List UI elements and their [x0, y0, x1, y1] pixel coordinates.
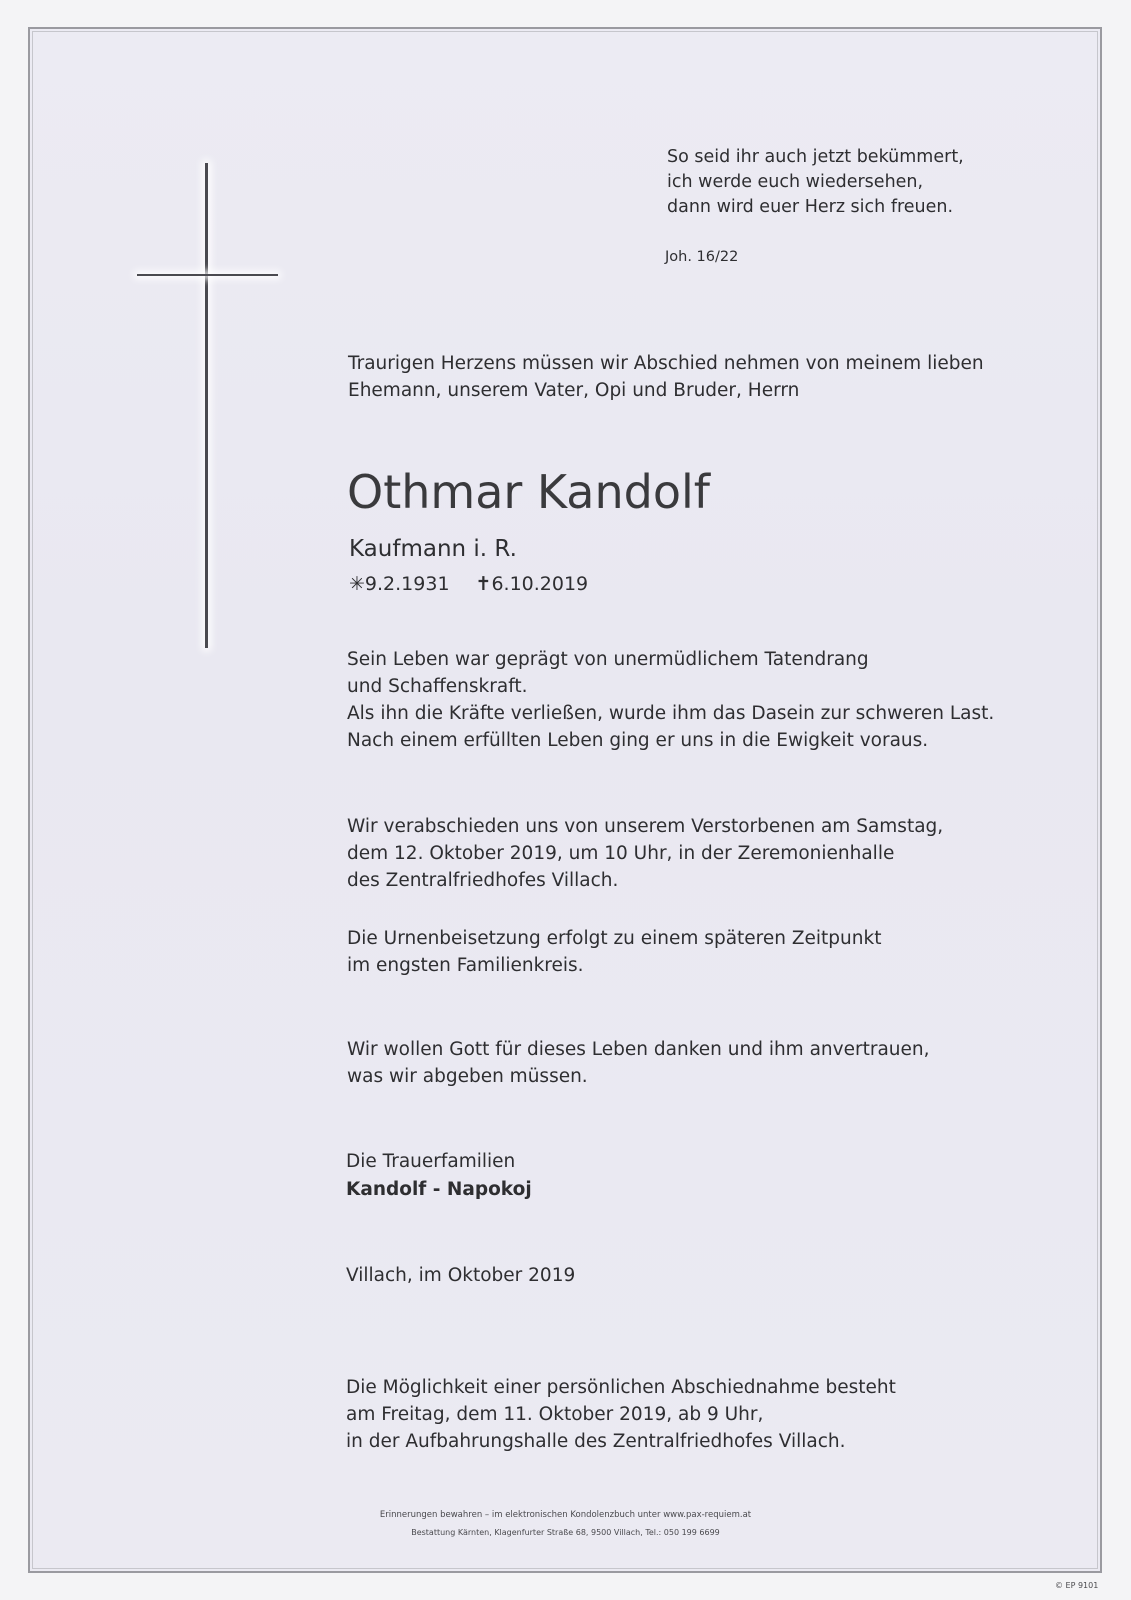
- viewing-line: in der Aufbahrungshalle des Zentralfriedhofes Villach.: [346, 1431, 846, 1452]
- cross-icon-horizontal: [137, 274, 278, 276]
- urn-line: im engsten Familienkreis.: [347, 955, 584, 976]
- life-dates: [349, 571, 588, 597]
- deceased-profession: Kaufmann i. R.: [349, 536, 517, 562]
- footer-funeral-home: Bestattung Kärnten, Klagenfurter Straße 68, 9500 Villach, Tel.: 050 199 6699: [411, 1528, 720, 1537]
- ceremony-line: des Zentralfriedhofes Villach.: [347, 870, 619, 891]
- ceremony-info: [347, 813, 943, 894]
- mourning-families-label: Die Trauerfamilien: [346, 1151, 516, 1172]
- viewing-info: [346, 1374, 896, 1455]
- mourning-families-name: Kandolf - Napokoj: [346, 1179, 532, 1200]
- ceremony-line: dem 12. Oktober 2019, um 10 Uhr, in der Zeremonienhalle: [347, 843, 895, 864]
- footer-condolence-link: Erinnerungen bewahren – im elektronischen Kondolenzbuch unter www.pax-requiem.at: [379, 1510, 752, 1520]
- thanks-text: [347, 1036, 930, 1090]
- document-code: © EP 9101: [1055, 1581, 1099, 1590]
- life-line: Nach einem erfüllten Leben ging er uns in die Ewigkeit voraus.: [347, 730, 929, 751]
- life-line: Sein Leben war geprägt von unermüdlichem Tatendrang: [347, 649, 869, 670]
- intro-text: [348, 350, 984, 404]
- verse-line: ich werde euch wiedersehen,: [667, 172, 924, 192]
- place-date: Villach, im Oktober 2019: [346, 1265, 576, 1286]
- urn-burial-info: [347, 925, 881, 979]
- ceremony-line: Wir verabschieden uns von unserem Verstorbenen am Samstag,: [347, 816, 944, 837]
- death-date: ✝6.10.2019: [475, 573, 589, 595]
- urn-line: Die Urnenbeisetzung erfolgt zu einem späteren Zeitpunkt: [347, 928, 882, 949]
- birth-date: ✳9.2.1931: [349, 573, 450, 595]
- verse-line: So seid ihr auch jetzt bekümmert,: [667, 147, 964, 167]
- thanks-line: Wir wollen Gott für dieses Leben danken und ihm anvertrauen,: [347, 1039, 930, 1060]
- verse-reference: Joh. 16/22: [665, 249, 739, 265]
- intro-line: Traurigen Herzens müssen wir Abschied nehmen von meinem lieben: [348, 353, 984, 374]
- intro-line: Ehemann, unserem Vater, Opi und Bruder, Herrn: [348, 380, 800, 401]
- viewing-line: Die Möglichkeit einer persönlichen Abschiednahme besteht: [346, 1377, 896, 1398]
- cross-icon-vertical: [205, 163, 208, 648]
- verse-line: dann wird euer Herz sich freuen.: [667, 197, 954, 217]
- inner-frame: [32, 31, 1098, 1569]
- life-line: Als ihn die Kräfte verließen, wurde ihm das Dasein zur schweren Last.: [347, 703, 995, 724]
- thanks-line: was wir abgeben müssen.: [347, 1066, 588, 1087]
- life-line: und Schaffenskraft.: [347, 676, 528, 697]
- life-description: [347, 646, 994, 754]
- viewing-line: am Freitag, dem 11. Oktober 2019, ab 9 Uhr,: [346, 1404, 764, 1425]
- bible-verse: [667, 145, 964, 220]
- deceased-name: Othmar Kandolf: [347, 465, 710, 519]
